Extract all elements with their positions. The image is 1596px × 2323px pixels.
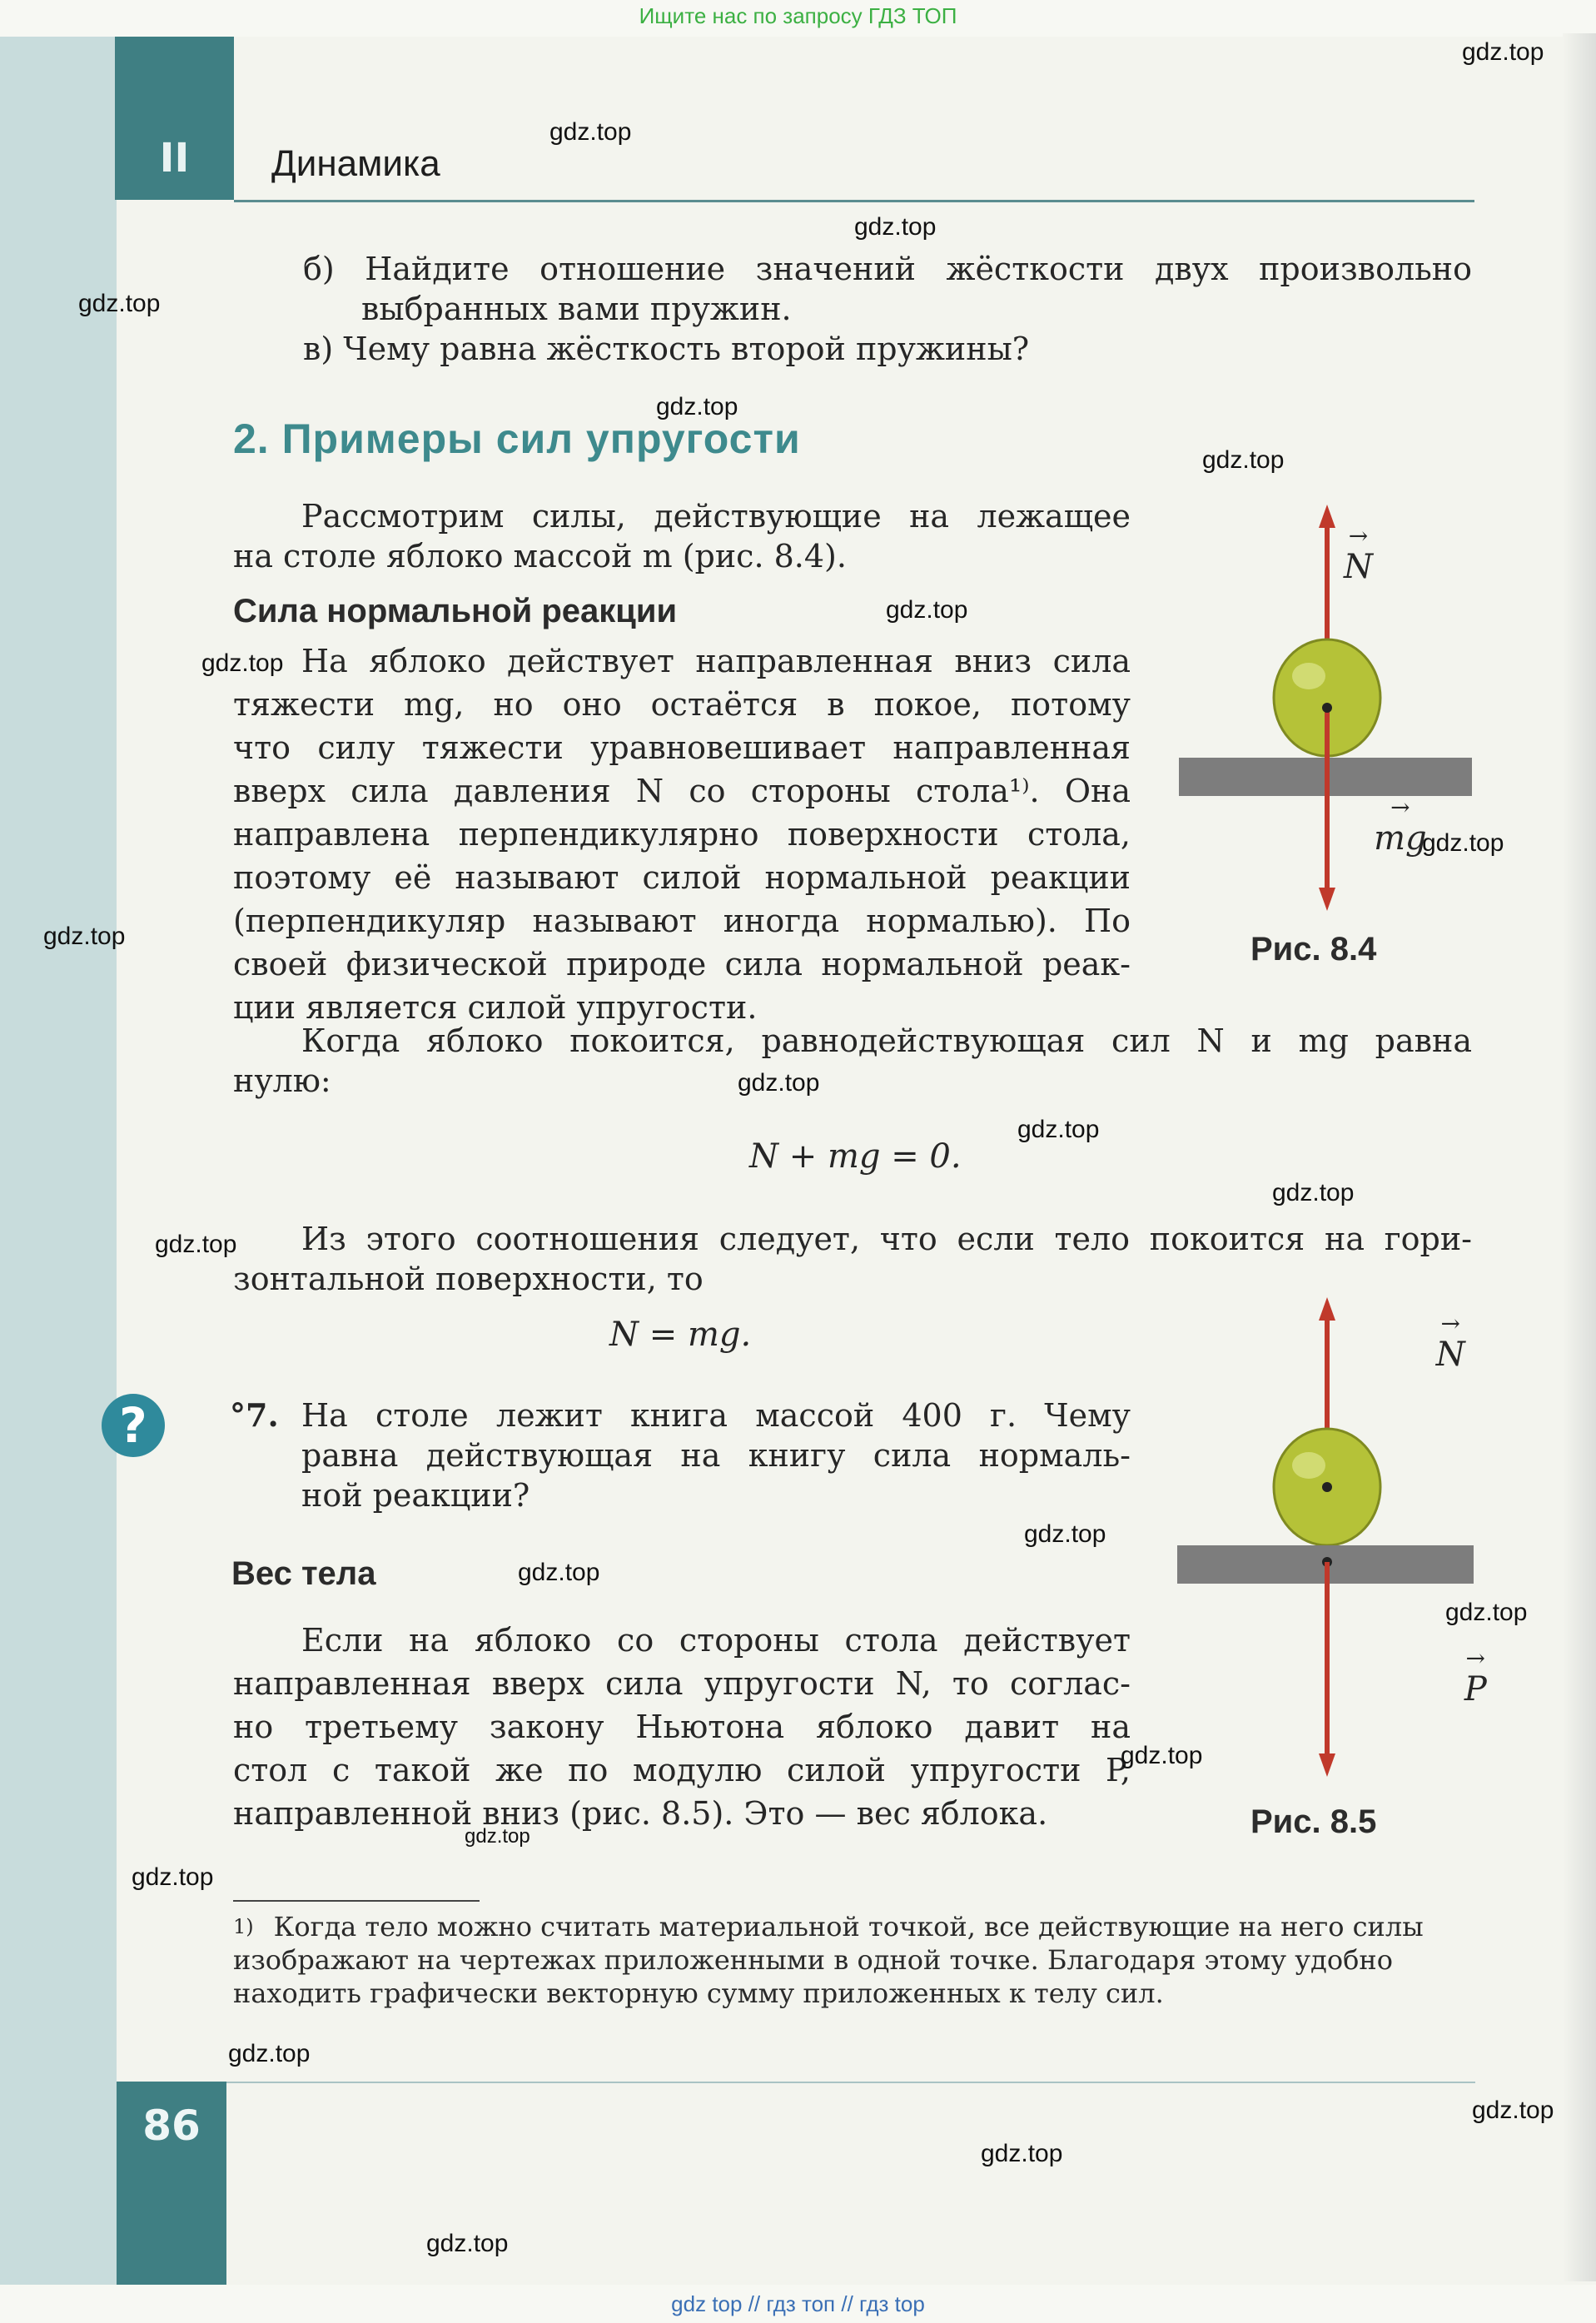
paragraph-line: что силу тяжести уравновешивает направленная (233, 729, 1131, 766)
watermark: gdz.top (854, 213, 937, 241)
watermark: gdz.top (981, 2140, 1063, 2167)
arrow-n-head (1319, 505, 1335, 528)
apple-highlight (1292, 1452, 1325, 1479)
subheading-weight: Вес тела (231, 1555, 376, 1592)
question-b-line1: б) Найдите отношение значений жёсткости двух произвольно (303, 251, 1472, 287)
footnote-text: Когда тело можно считать материальной точкой, все действующие на него силы изображают на чертежах приложенными в одной точке. Благодаря этому удобно находить графически векторную сумму приложенных к телу сил. (233, 1911, 1424, 2009)
question7-line1: На столе лежит книга массой 400 г. Чему (301, 1397, 1131, 1434)
intro-line1: Рассмотрим силы, действующие на лежащее (301, 498, 1131, 535)
watermark: gdz.top (426, 2230, 509, 2257)
watermark: gdz.top (132, 1863, 214, 1891)
watermark: gdz.top (518, 1559, 600, 1586)
question-mark-icon: ? (102, 1394, 165, 1457)
paragraph-line: своей физической природе сила нормальной реак- (233, 946, 1131, 982)
formula-n-equals-mg: N = mg. (609, 1316, 752, 1354)
arrow-n-head (1319, 1297, 1335, 1321)
chapter-number-tab: II (115, 37, 234, 200)
watermark: gdz.top (738, 1069, 820, 1097)
figure-8-5-caption: Рис. 8.5 (1250, 1803, 1377, 1840)
intro-line2: на столе яблоко массой m (рис. 8.4). (233, 538, 847, 575)
label-n-fig85: → N (1436, 1336, 1465, 1374)
arrow-mg-head (1319, 888, 1335, 911)
paragraph-line: (перпендикуляр называют иногда нормалью). По (233, 903, 1131, 939)
watermark: gdz.top (1202, 446, 1285, 474)
watermark: gdz.top (78, 290, 161, 317)
label-mg-fig84: → mg (1374, 819, 1427, 858)
chapter-title: Динамика (271, 143, 440, 184)
footnote-mark: 1) (233, 1915, 254, 1938)
watermark: gdz.top (1272, 1179, 1355, 1206)
paragraph-line: поэтому её называют силой нормальной реакции (233, 859, 1131, 896)
watermark: gdz.top (1462, 38, 1544, 66)
watermark: gdz.top (1121, 1742, 1203, 1769)
figure-8-4-caption: Рис. 8.4 (1250, 931, 1377, 968)
question7-line2: равна действующая на книгу сила нормаль- (301, 1437, 1131, 1474)
equilibrium-line2: нулю: (233, 1062, 331, 1099)
paragraph-line: направленная вверх сила упругости N, то соглас- (233, 1665, 1131, 1702)
top-banner[interactable]: Ищите нас по запросу ГДЗ ТОП (639, 3, 957, 28)
subheading-normal-reaction: Сила нормальной реакции (233, 593, 678, 629)
question-v-line: в) Чему равна жёсткость второй пружины? (303, 331, 1030, 367)
question7-number: °7. (230, 1396, 279, 1434)
center-point (1322, 703, 1332, 713)
watermark: gdz.top (1422, 829, 1504, 857)
equilibrium-line1: Когда яблоко покоится, равнодействующая сил N и mg равна (301, 1022, 1472, 1059)
label-p-fig85: → P (1464, 1670, 1487, 1709)
equilibrium-line4: зонтальной поверхности, то (233, 1261, 704, 1297)
header-divider (234, 200, 1474, 202)
figure-8-4 (1174, 491, 1482, 941)
label-n-fig84: → N (1344, 548, 1373, 586)
page-edge-shadow (1563, 33, 1596, 2281)
footnote-divider (233, 1900, 480, 1902)
paragraph-line: стол с такой же по модулю силой упругости P, (233, 1752, 1131, 1788)
apple-highlight (1292, 663, 1325, 689)
watermark: gdz.top (228, 2040, 311, 2067)
page-number: 86 (142, 2102, 201, 2150)
watermark: gdz.top (1024, 1520, 1106, 1548)
section-title: 2. Примеры сил упругости (233, 415, 801, 462)
watermark: gdz.top (549, 118, 632, 146)
paragraph-line: направлена перпендикулярно поверхности стола, (233, 816, 1131, 853)
question7-line3: ной реакции? (301, 1477, 530, 1514)
paragraph-line: ции является силой упругости. (233, 989, 758, 1026)
paragraph-line: На яблоко действует направленная вниз сила (301, 643, 1131, 679)
watermark: gdz.top (1472, 2097, 1554, 2124)
watermark: gdz.top (465, 1825, 530, 1848)
formula-sum-zero: N + mg = 0. (749, 1137, 962, 1176)
paragraph-line: направленной вниз (рис. 8.5). Это — вес яблока. (233, 1795, 1048, 1832)
watermark: gdz.top (656, 393, 738, 420)
left-margin-strip (0, 37, 117, 2285)
watermark: gdz.top (1017, 1116, 1100, 1143)
bottom-banner[interactable]: gdz top // гдз топ // гдз top (671, 2291, 925, 2316)
question-b-line2: выбранных вами пружин. (361, 291, 792, 327)
watermark: gdz.top (201, 649, 284, 677)
paragraph-line: но третьему закону Ньютона яблоко давит на (233, 1709, 1131, 1745)
watermark: gdz.top (43, 923, 126, 950)
footnote (233, 1910, 1472, 2010)
apple-center-point (1322, 1482, 1332, 1492)
paragraph-line: тяжести mg, но оно остаётся в покое, потому (233, 686, 1131, 723)
watermark: gdz.top (886, 596, 968, 624)
watermark: gdz.top (155, 1231, 237, 1258)
footer-divider (226, 2082, 1475, 2083)
paragraph-line: Если на яблоко со стороны стола действует (301, 1622, 1131, 1659)
arrow-p-head (1319, 1753, 1335, 1777)
paragraph-line: вверх сила давления N со стороны стола¹⁾. Она (233, 773, 1131, 809)
watermark: gdz.top (1445, 1599, 1528, 1626)
equilibrium-line3: Из этого соотношения следует, что если тело покоится на гори- (301, 1221, 1472, 1257)
